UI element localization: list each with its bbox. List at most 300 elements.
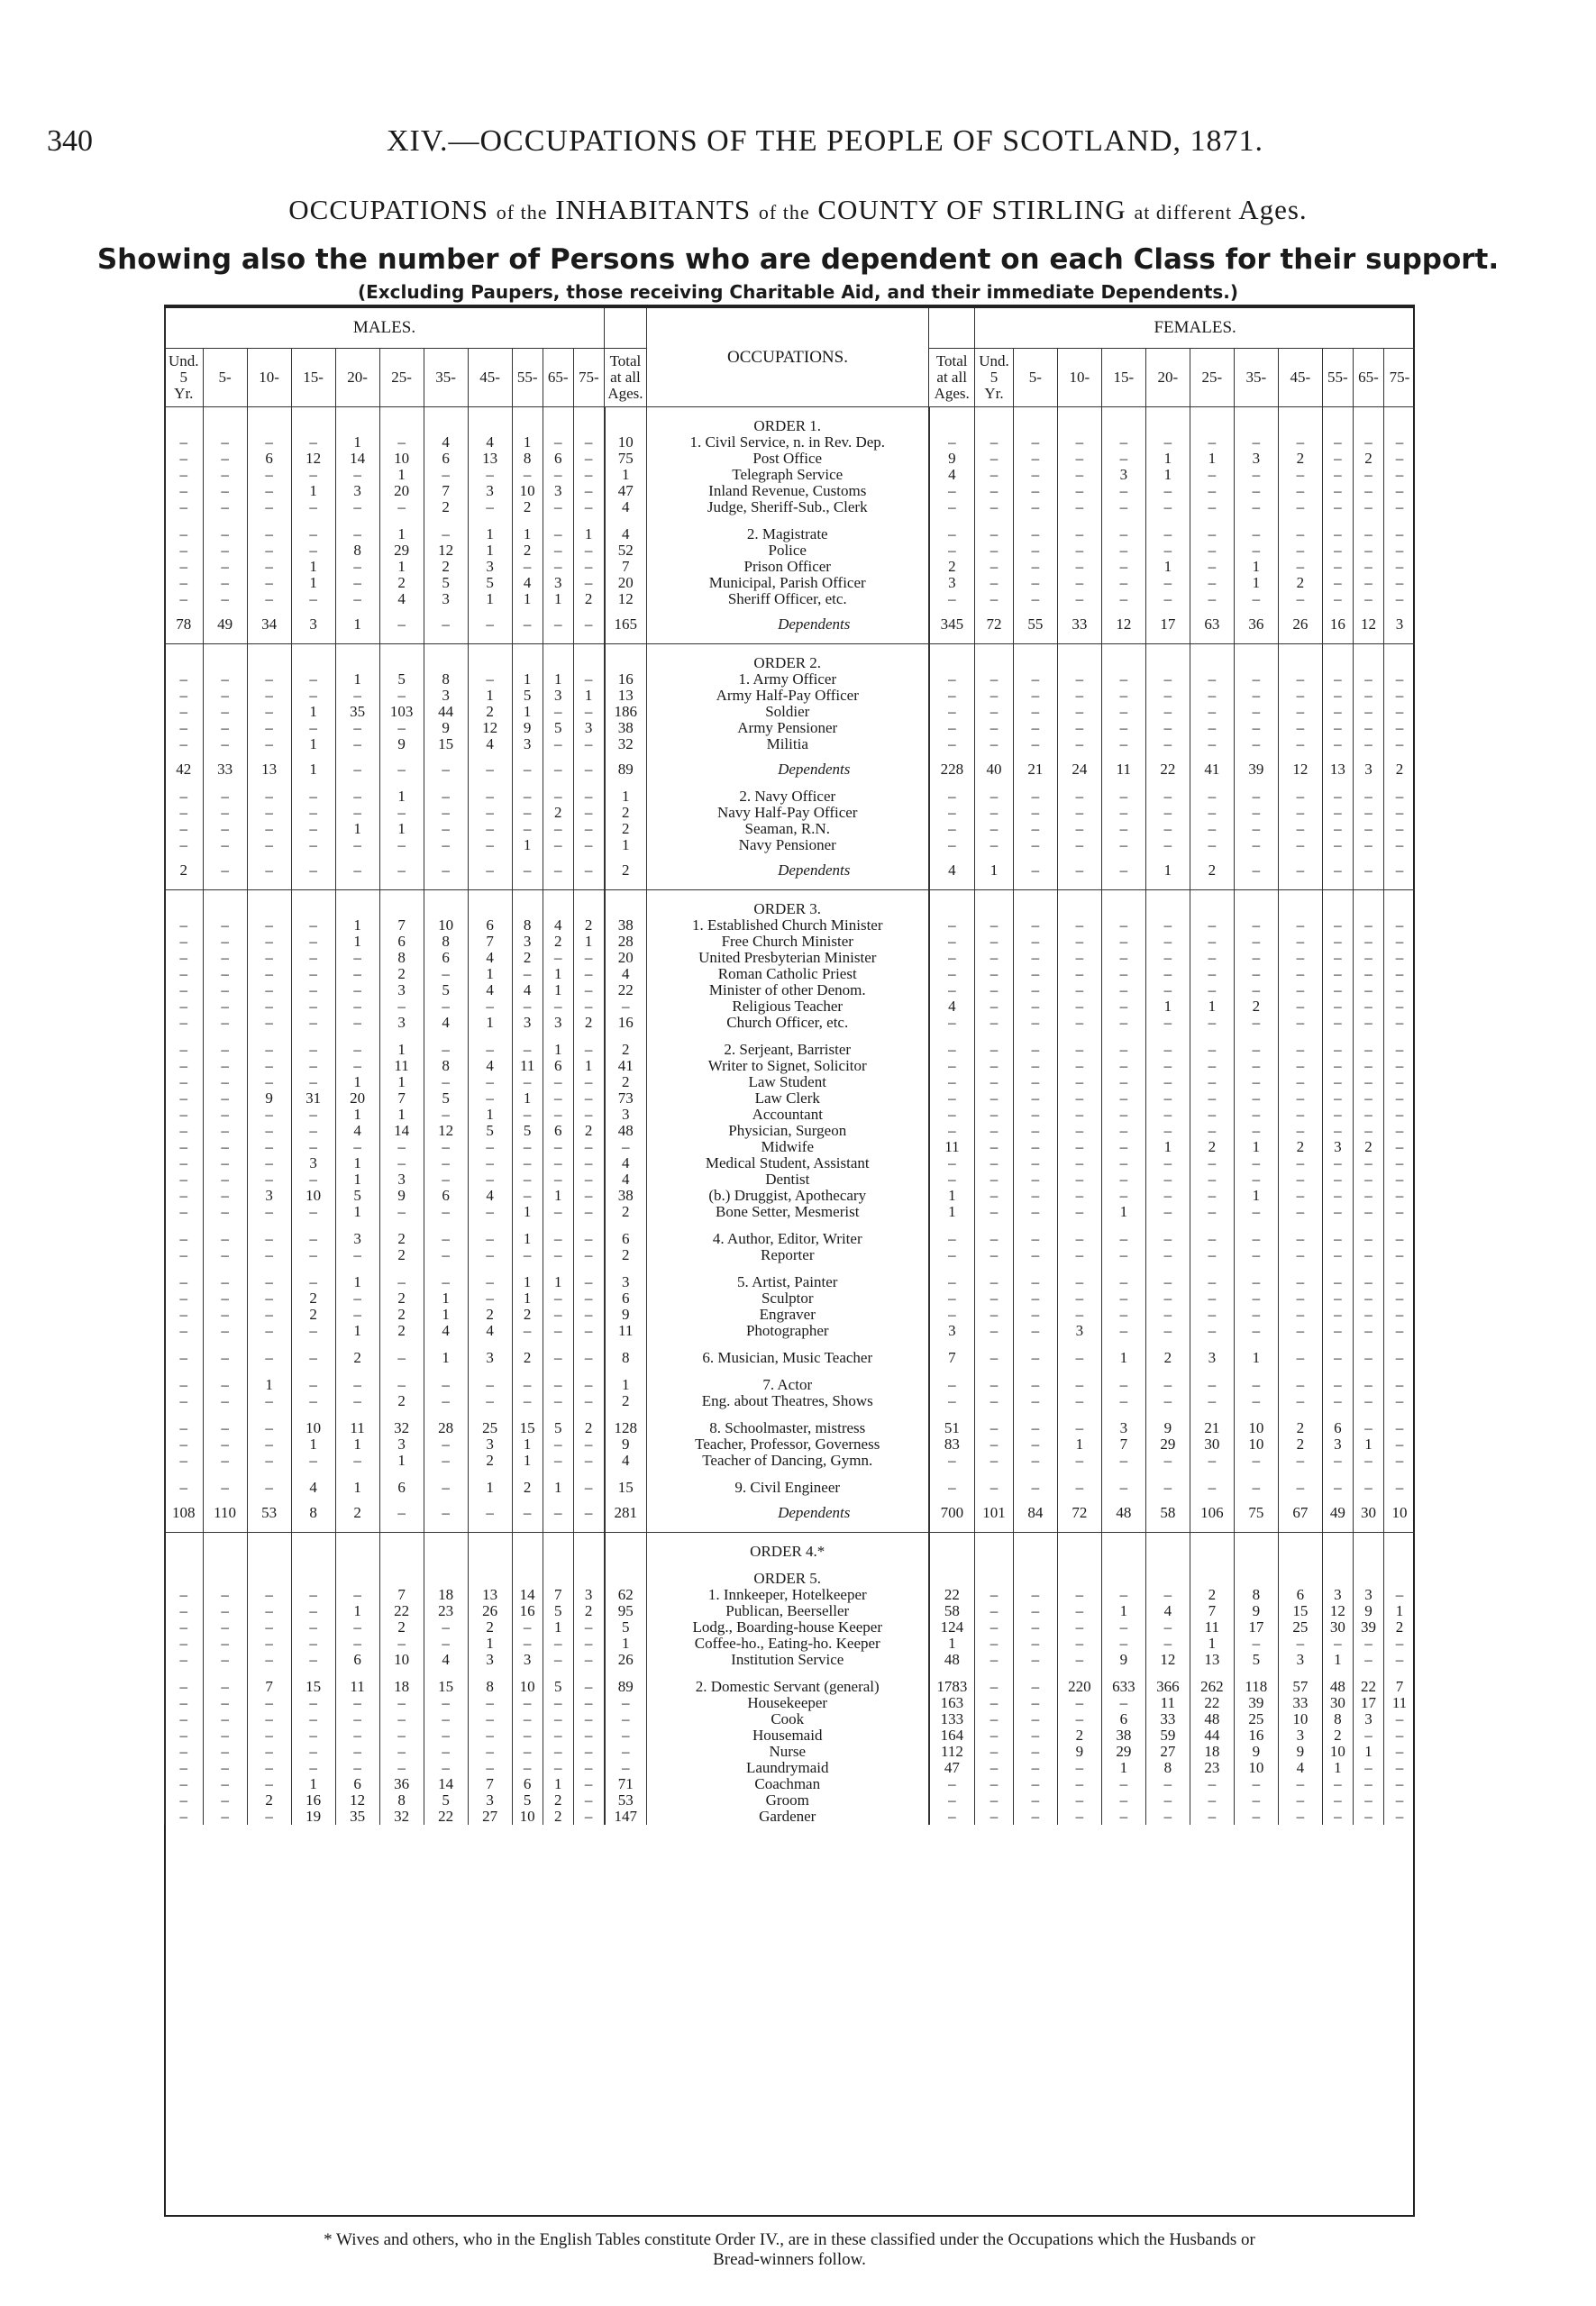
female-count-cell: –	[1234, 483, 1278, 499]
male-total-cell: –	[605, 1744, 647, 1760]
male-count-cell: –	[165, 788, 204, 805]
male-count-cell: –	[165, 1377, 204, 1393]
empty-cell	[468, 644, 512, 672]
occupation-row	[165, 788, 1416, 805]
female-count-cell: –	[1101, 934, 1145, 950]
female-count-cell: –	[975, 1776, 1014, 1792]
female-count-cell: –	[975, 950, 1014, 966]
empty-cell	[929, 1469, 975, 1480]
female-count-cell: –	[1101, 451, 1145, 467]
empty-cell	[1057, 1668, 1101, 1679]
male-count-cell: –	[512, 1188, 543, 1204]
female-count-cell: –	[1057, 966, 1101, 982]
male-count-cell: –	[291, 1123, 335, 1139]
female-count-cell: –	[1013, 1247, 1057, 1263]
male-count-cell: 2	[543, 805, 573, 821]
female-count-cell: –	[1322, 853, 1353, 890]
female-count-cell: 55	[1013, 607, 1057, 644]
occupation-label: Law Clerk	[646, 1090, 928, 1107]
male-count-cell: –	[247, 821, 291, 837]
occupation-label: 8. Schoolmaster, mistress	[646, 1420, 928, 1436]
female-count-cell: 262	[1190, 1679, 1234, 1695]
male-count-cell: –	[543, 1695, 573, 1711]
female-count-cell: 1	[1101, 1760, 1145, 1776]
empty-cell	[605, 1533, 647, 1561]
empty-cell	[379, 1366, 424, 1377]
female-count-cell: –	[1278, 1393, 1322, 1409]
male-count-cell: 1	[573, 934, 604, 950]
male-count-cell: 2	[543, 1809, 573, 1825]
female-count-cell: –	[1101, 1231, 1145, 1247]
female-count-cell: –	[1278, 788, 1322, 805]
male-count-cell: 1	[468, 526, 512, 542]
order-heading-row	[165, 890, 1416, 918]
occupation-label: 1. Civil Service, n. in Rev. Dep.	[646, 434, 928, 451]
female-count-cell: –	[1234, 1090, 1278, 1107]
male-count-cell: –	[203, 591, 247, 607]
female-count-cell: –	[1145, 1792, 1190, 1809]
male-count-cell: –	[573, 1393, 604, 1409]
male-count-cell: –	[203, 950, 247, 966]
female-count-cell: –	[1057, 821, 1101, 837]
empty-cell	[335, 1220, 379, 1231]
male-count-cell: –	[573, 1436, 604, 1453]
occupation-label: 6. Musician, Music Teacher	[646, 1350, 928, 1366]
female-count-cell: –	[1190, 1247, 1234, 1263]
female-count-cell: 3	[1101, 1420, 1145, 1436]
female-count-cell: –	[1278, 1231, 1322, 1247]
male-count-cell: 2	[468, 1619, 512, 1636]
female-count-cell: –	[1190, 1307, 1234, 1323]
occupation-row	[165, 1744, 1416, 1760]
female-count-cell: –	[1353, 575, 1383, 591]
male-count-cell: –	[165, 934, 204, 950]
female-count-cell: –	[1101, 805, 1145, 821]
male-count-cell: –	[203, 1274, 247, 1290]
female-count-cell: –	[1384, 451, 1416, 467]
female-count-cell: 10	[1234, 1420, 1278, 1436]
male-total-cell: –	[605, 1711, 647, 1727]
male-count-cell: –	[512, 467, 543, 483]
male-total-cell: 6	[605, 1290, 647, 1307]
empty-cell	[291, 1533, 335, 1561]
male-count-cell: 1	[247, 1377, 291, 1393]
empty-cell	[379, 890, 424, 918]
male-count-cell: 12	[424, 1123, 468, 1139]
female-count-cell: 49	[1322, 1496, 1353, 1533]
occupation-row	[165, 1652, 1416, 1668]
empty-cell	[1384, 1668, 1416, 1679]
female-count-cell: 63	[1190, 607, 1234, 644]
empty-cell	[573, 1031, 604, 1042]
female-count-cell: –	[1278, 1453, 1322, 1469]
female-count-cell: 9	[1234, 1603, 1278, 1619]
female-count-cell: –	[1190, 542, 1234, 559]
empty-cell	[1322, 1339, 1353, 1350]
male-count-cell: 18	[424, 1587, 468, 1603]
female-count-cell: –	[1013, 1155, 1057, 1171]
male-count-cell: 1	[512, 1453, 543, 1469]
female-count-cell: –	[1322, 917, 1353, 934]
empty-cell	[1384, 407, 1416, 435]
male-count-cell: 9	[424, 720, 468, 736]
empty-cell	[512, 644, 543, 672]
male-count-cell: –	[165, 1809, 204, 1825]
male-count-cell: –	[573, 434, 604, 451]
male-count-cell: 110	[203, 1496, 247, 1533]
male-count-cell: –	[573, 1171, 604, 1188]
empty-cell	[975, 1220, 1014, 1231]
male-total-cell: 2	[605, 1074, 647, 1090]
female-count-cell: –	[1322, 1015, 1353, 1031]
male-count-cell: 4	[468, 736, 512, 752]
male-count-cell: 15	[424, 1679, 468, 1695]
female-count-cell: –	[1234, 788, 1278, 805]
male-count-cell: 1	[424, 1290, 468, 1307]
male-count-cell: 6	[424, 451, 468, 467]
female-count-cell: –	[1234, 1393, 1278, 1409]
female-count-cell: –	[1234, 805, 1278, 821]
female-count-cell: –	[1278, 1350, 1322, 1366]
female-count-cell: –	[1013, 1695, 1057, 1711]
female-count-cell: –	[1190, 1290, 1234, 1307]
female-count-cell: 3	[1353, 1587, 1383, 1603]
female-count-cell: –	[1278, 1090, 1322, 1107]
female-count-cell: 17	[1145, 607, 1190, 644]
empty-cell	[1057, 1220, 1101, 1231]
male-count-cell: –	[543, 1760, 573, 1776]
female-count-cell: –	[1353, 1188, 1383, 1204]
table-title	[0, 194, 1596, 226]
female-count-cell: –	[1145, 1042, 1190, 1058]
female-count-cell: –	[975, 966, 1014, 982]
occupation-row	[165, 1107, 1416, 1123]
male-count-cell: –	[165, 467, 204, 483]
female-count-cell: 3	[1322, 1436, 1353, 1453]
male-count-cell: –	[424, 1204, 468, 1220]
male-count-cell: –	[247, 1809, 291, 1825]
male-count-cell: –	[543, 542, 573, 559]
female-total-cell: 11	[929, 1139, 975, 1155]
male-count-cell: –	[512, 1107, 543, 1123]
female-count-cell: –	[1278, 483, 1322, 499]
male-count-cell: –	[424, 1480, 468, 1496]
female-count-cell: –	[1353, 1247, 1383, 1263]
female-count-cell: –	[1013, 1792, 1057, 1809]
female-count-cell: –	[1353, 837, 1383, 853]
female-count-cell: –	[1278, 950, 1322, 966]
female-count-cell: 3	[1278, 1727, 1322, 1744]
male-count-cell: 10	[512, 483, 543, 499]
male-total-cell: 47	[605, 483, 647, 499]
empty-cell	[1013, 1220, 1057, 1231]
male-count-cell: –	[335, 1307, 379, 1323]
male-count-cell: 1	[335, 671, 379, 688]
female-total-cell: 58	[929, 1603, 975, 1619]
male-count-cell: –	[543, 499, 573, 515]
female-count-cell: –	[975, 526, 1014, 542]
female-count-cell: –	[1101, 1090, 1145, 1107]
empty-cell	[468, 1533, 512, 1561]
male-count-cell: –	[335, 966, 379, 982]
female-count-cell: –	[975, 1420, 1014, 1436]
empty-cell	[1322, 1220, 1353, 1231]
female-count-cell: –	[1384, 950, 1416, 966]
male-count-cell: –	[291, 542, 335, 559]
male-count-cell: 3	[512, 1652, 543, 1668]
male-count-cell: –	[203, 1436, 247, 1453]
empty-cell	[929, 1668, 975, 1679]
male-count-cell: –	[335, 526, 379, 542]
empty-cell	[1013, 1263, 1057, 1274]
age-header: 15-	[1101, 349, 1145, 407]
male-count-cell: –	[165, 1393, 204, 1409]
male-count-cell: –	[573, 1042, 604, 1058]
female-count-cell: –	[1234, 966, 1278, 982]
male-count-cell: –	[203, 1139, 247, 1155]
male-total-cell: 4	[605, 1155, 647, 1171]
empty-cell	[247, 1409, 291, 1420]
male-count-cell: 35	[335, 704, 379, 720]
female-count-cell: 1	[1322, 1652, 1353, 1668]
female-count-cell: –	[1013, 998, 1057, 1015]
empty-cell	[1101, 515, 1145, 526]
female-count-cell: –	[1145, 1619, 1190, 1636]
female-count-cell: –	[1101, 837, 1145, 853]
female-count-cell: –	[1278, 1107, 1322, 1123]
female-count-cell: –	[1145, 575, 1190, 591]
occupation-row	[165, 1436, 1416, 1453]
title-part: INHABITANTS	[555, 194, 752, 225]
female-count-cell: –	[975, 1155, 1014, 1171]
spacer-row	[165, 1263, 1416, 1274]
female-count-cell: –	[1353, 671, 1383, 688]
male-count-cell: 29	[379, 542, 424, 559]
male-count-cell: –	[247, 853, 291, 890]
male-total-cell: 1	[605, 1377, 647, 1393]
male-count-cell: 27	[468, 1809, 512, 1825]
male-total-cell: 28	[605, 934, 647, 950]
female-total-cell: –	[929, 1042, 975, 1058]
male-count-cell: –	[247, 1350, 291, 1366]
male-count-cell: –	[573, 1695, 604, 1711]
female-count-cell: –	[1190, 1393, 1234, 1409]
male-count-cell: –	[543, 998, 573, 1015]
female-count-cell: 6	[1101, 1711, 1145, 1727]
male-count-cell: –	[424, 1496, 468, 1533]
female-total-cell: –	[929, 1776, 975, 1792]
male-count-cell: 1	[468, 1107, 512, 1123]
female-count-cell: –	[1384, 575, 1416, 591]
female-count-cell: –	[1057, 1139, 1101, 1155]
male-count-cell: 1	[512, 1090, 543, 1107]
male-count-cell: –	[335, 688, 379, 704]
male-count-cell: 2	[379, 1290, 424, 1307]
empty-cell	[1101, 1339, 1145, 1350]
female-count-cell: –	[1234, 688, 1278, 704]
male-count-cell: –	[543, 1350, 573, 1366]
empty-cell	[543, 1031, 573, 1042]
empty-cell	[646, 1339, 928, 1350]
occupation-label: Eng. about Theatres, Shows	[646, 1393, 928, 1409]
female-total-cell: 22	[929, 1587, 975, 1603]
male-count-cell: –	[543, 526, 573, 542]
male-count-cell: 42	[165, 752, 204, 788]
female-count-cell: –	[1322, 1155, 1353, 1171]
female-count-cell: –	[975, 1058, 1014, 1074]
male-count-cell: 4	[335, 1123, 379, 1139]
empty-cell	[424, 1263, 468, 1274]
female-count-cell: 30	[1190, 1436, 1234, 1453]
occupation-label: 2. Magistrate	[646, 526, 928, 542]
male-count-cell: –	[203, 1393, 247, 1409]
male-count-cell: –	[247, 1695, 291, 1711]
male-total-cell: 128	[605, 1420, 647, 1436]
female-count-cell: –	[1057, 1074, 1101, 1090]
female-count-cell: –	[975, 736, 1014, 752]
female-count-cell: –	[1013, 704, 1057, 720]
male-count-cell: –	[247, 1636, 291, 1652]
female-count-cell: –	[975, 1619, 1014, 1636]
dependents-row	[165, 1496, 1416, 1533]
empty-cell	[1190, 1220, 1234, 1231]
empty-cell	[165, 1469, 204, 1480]
male-count-cell: 1	[543, 982, 573, 998]
female-count-cell: –	[1057, 1453, 1101, 1469]
female-count-cell: 75	[1234, 1496, 1278, 1533]
female-count-cell: 21	[1190, 1420, 1234, 1436]
age-header: 5-	[1013, 349, 1057, 407]
male-count-cell: 7	[379, 917, 424, 934]
female-count-cell: –	[975, 1042, 1014, 1058]
male-count-cell: –	[573, 1776, 604, 1792]
footnote-line: * Wives and others, who in the English Tables constitute Order IV., are in these classified under the Occupations which the Husbands or	[324, 2230, 1255, 2249]
female-count-cell: –	[1013, 934, 1057, 950]
male-count-cell: 103	[379, 704, 424, 720]
male-count-cell: –	[512, 853, 543, 890]
empty-cell	[165, 407, 204, 435]
female-count-cell: –	[1057, 1188, 1101, 1204]
male-count-cell: –	[203, 1744, 247, 1760]
female-count-cell: –	[1101, 559, 1145, 575]
empty-cell	[543, 407, 573, 435]
female-count-cell: –	[1384, 1350, 1416, 1366]
empty-cell	[1145, 1469, 1190, 1480]
female-count-cell: 12	[1145, 1652, 1190, 1668]
male-count-cell: 1	[335, 1480, 379, 1496]
male-total-cell: 26	[605, 1652, 647, 1668]
female-total-cell: 2	[929, 559, 975, 575]
occupations-header: OCCUPATIONS.	[646, 308, 928, 407]
female-count-cell: –	[1013, 542, 1057, 559]
male-count-cell: –	[424, 853, 468, 890]
female-count-cell: –	[1384, 559, 1416, 575]
male-count-cell: 20	[379, 483, 424, 499]
empty-cell	[1353, 1668, 1383, 1679]
order-heading: ORDER 5.	[646, 1560, 928, 1587]
male-count-cell: –	[573, 1760, 604, 1776]
female-count-cell: –	[975, 805, 1014, 821]
male-total-cell: 73	[605, 1090, 647, 1107]
female-count-cell: 7	[1101, 1436, 1145, 1453]
empty-cell	[1353, 515, 1383, 526]
female-count-cell: –	[1353, 788, 1383, 805]
male-total-cell: –	[605, 1695, 647, 1711]
empty-cell	[1353, 407, 1383, 435]
empty-cell	[512, 1533, 543, 1561]
female-count-cell: –	[1234, 837, 1278, 853]
male-count-cell: –	[424, 1042, 468, 1058]
empty-cell	[605, 407, 647, 435]
female-count-cell: 16	[1234, 1727, 1278, 1744]
empty-cell	[1234, 1533, 1278, 1561]
female-count-cell: –	[1384, 1436, 1416, 1453]
male-count-cell: –	[543, 1107, 573, 1123]
female-total-cell: –	[929, 950, 975, 966]
female-count-cell: –	[1234, 917, 1278, 934]
male-count-cell: 1	[543, 1619, 573, 1636]
empty-cell	[424, 890, 468, 918]
male-count-cell: –	[468, 1760, 512, 1776]
female-total-cell: –	[929, 704, 975, 720]
male-total-cell: 3	[605, 1107, 647, 1123]
female-count-cell: –	[1101, 1377, 1145, 1393]
male-count-cell: –	[512, 1711, 543, 1727]
female-count-cell: 9	[1234, 1744, 1278, 1760]
female-count-cell: 27	[1145, 1744, 1190, 1760]
occupation-label: Post Office	[646, 451, 928, 467]
male-count-cell: 1	[335, 917, 379, 934]
female-count-cell: –	[1013, 1204, 1057, 1220]
male-count-cell: 10	[291, 1420, 335, 1436]
header-line: Total	[609, 352, 642, 369]
female-count-cell: 12	[1322, 1603, 1353, 1619]
male-count-cell: 49	[203, 607, 247, 644]
female-count-cell: –	[1190, 1155, 1234, 1171]
male-count-cell: –	[247, 998, 291, 1015]
female-count-cell: –	[975, 591, 1014, 607]
female-count-cell: –	[1353, 1307, 1383, 1323]
male-count-cell: –	[247, 1042, 291, 1058]
male-total-cell: 4	[605, 499, 647, 515]
female-count-cell: –	[1322, 837, 1353, 853]
male-count-cell: –	[291, 1350, 335, 1366]
female-count-cell: –	[1322, 688, 1353, 704]
empty-cell	[1145, 1339, 1190, 1350]
male-count-cell: –	[165, 1015, 204, 1031]
female-count-cell: –	[1190, 499, 1234, 515]
male-count-cell: –	[203, 467, 247, 483]
male-count-cell: 78	[165, 607, 204, 644]
male-count-cell: –	[165, 1695, 204, 1711]
female-count-cell: 29	[1145, 1436, 1190, 1453]
male-count-cell: 2	[379, 1393, 424, 1409]
age-header: 45-	[468, 349, 512, 407]
female-count-cell: 1	[975, 853, 1014, 890]
dependents-row	[165, 752, 1416, 788]
female-count-cell: –	[1101, 1274, 1145, 1290]
female-count-cell: –	[1234, 1480, 1278, 1496]
male-count-cell: –	[335, 1760, 379, 1776]
male-count-cell: 1	[335, 1436, 379, 1453]
male-count-cell: –	[291, 1711, 335, 1727]
male-count-cell: –	[247, 704, 291, 720]
empty-cell	[424, 1366, 468, 1377]
female-count-cell: –	[1101, 736, 1145, 752]
male-count-cell: –	[291, 966, 335, 982]
female-count-cell: –	[1384, 1247, 1416, 1263]
empty-cell	[543, 1409, 573, 1420]
